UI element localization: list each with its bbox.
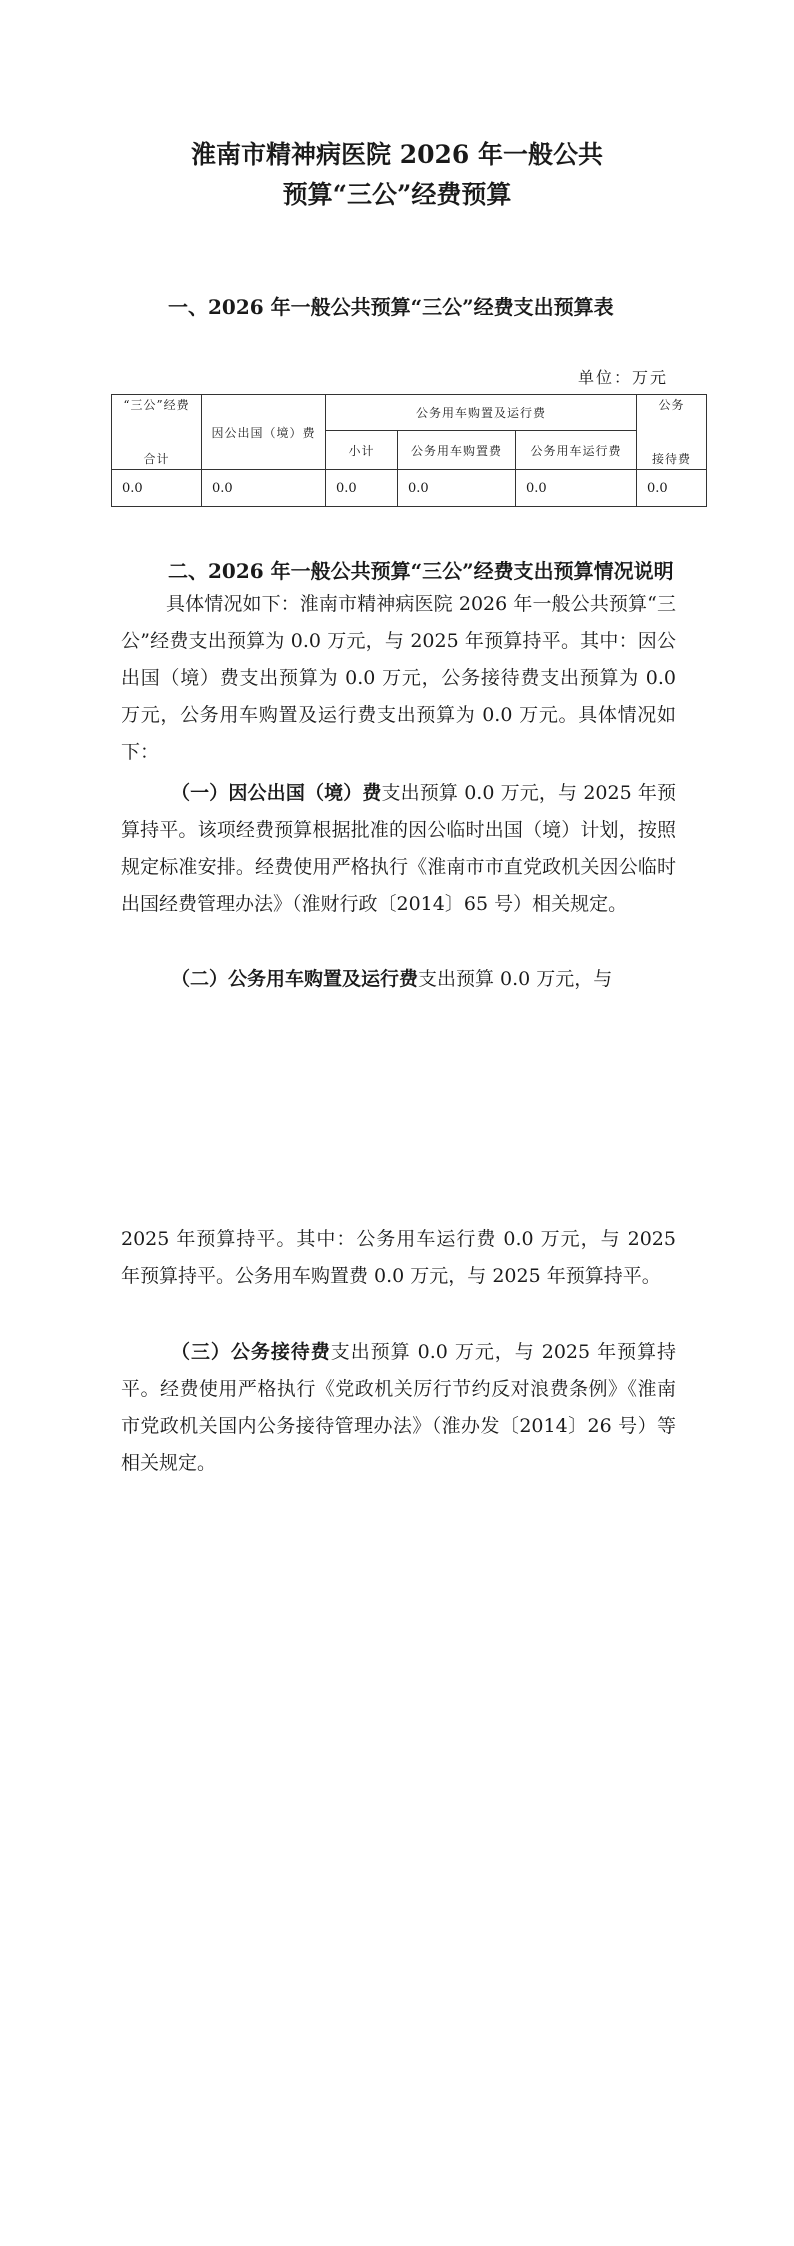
value-reception: 0.0 — [637, 470, 707, 507]
value-operation: 0.0 — [516, 470, 637, 507]
paragraph-vehicle-text: 支出预算 0.0 万元，与 — [418, 968, 613, 990]
header-sangong-top: “三公”经费 — [123, 398, 190, 412]
header-purchase: 公务用车购置费 — [398, 431, 516, 470]
paragraph-vehicle-heading: （二）公务用车购置及运行费 — [171, 968, 419, 990]
paragraph-summary: 具体情况如下：淮南市精神病医院 2026 年一般公共预算“三公”经费支出预算为 0.0 万元，与 2025 年预算持平。其中：因公出国（境）费支出预算为 0.0 万元，公务接待费支出预算为 0.0 万元，公务用车购置及运行费支出预算为 0.0 万元。具体情况如下： — [121, 593, 676, 763]
header-reception-top: 公务 — [658, 398, 685, 412]
paragraph-chuguo-heading: （一）因公出国（境）费 — [171, 782, 382, 804]
paragraph-reception-heading: （三）公务接待费 — [171, 1341, 331, 1363]
header-chuguo: 因公出国（境）费 — [202, 395, 326, 470]
header-sangong-bottom: 合计 — [143, 452, 170, 466]
section1-heading: 一、2026 年一般公共预算“三公”经费支出预算表 — [168, 295, 614, 319]
paragraph-vehicle — [121, 961, 676, 998]
value-chuguo: 0.0 — [202, 470, 326, 507]
header-reception-bottom: 接待费 — [651, 452, 691, 466]
paragraph-reception-text: 支出预算 0.0 万元，与 2025 年预算持平。经费使用严格执行《党政机关厉行节约反对浪费条例》《淮南市党政机关国内公务接待管理办法》（淮办发〔2014〕26 号）等相关规定。 — [121, 1341, 676, 1474]
value-purchase: 0.0 — [398, 470, 516, 507]
unit-label: 单位：万元 — [578, 368, 669, 387]
table-row — [112, 470, 707, 507]
document-title-line2: 预算“三公”经费预算 — [282, 180, 512, 209]
document-title-line1: 淮南市精神病医院 2026 年一般公共 — [191, 140, 603, 169]
section2-heading: 二、2026 年一般公共预算“三公”经费支出预算情况说明 — [168, 559, 674, 583]
header-subtotal: 小计 — [326, 431, 398, 470]
header-operation: 公务用车运行费 — [516, 431, 637, 470]
value-sangong-total: 0.0 — [112, 470, 202, 507]
header-reception — [637, 395, 707, 470]
paragraph-reception — [121, 1334, 676, 1482]
value-subtotal: 0.0 — [326, 470, 398, 507]
paragraph-vehicle-continued: 2025 年预算持平。其中：公务用车运行费 0.0 万元，与 2025 年预算持平。公务用车购置费 0.0 万元，与 2025 年预算持平。 — [121, 1228, 676, 1287]
paragraph-chuguo-text: 支出预算 0.0 万元，与 2025 年预算持平。该项经费预算根据批准的因公临时出国（境）计划，按照规定标准安排。经费使用严格执行《淮南市市直党政机关因公临时出国经费管理办法》（淮财行政〔2014〕65 号）相关规定。 — [121, 782, 676, 915]
sangong-budget-table — [111, 394, 707, 507]
paragraph-chuguo — [121, 775, 676, 923]
header-sangong-total — [112, 395, 202, 470]
header-vehicle-group: 公务用车购置及运行费 — [326, 395, 637, 431]
